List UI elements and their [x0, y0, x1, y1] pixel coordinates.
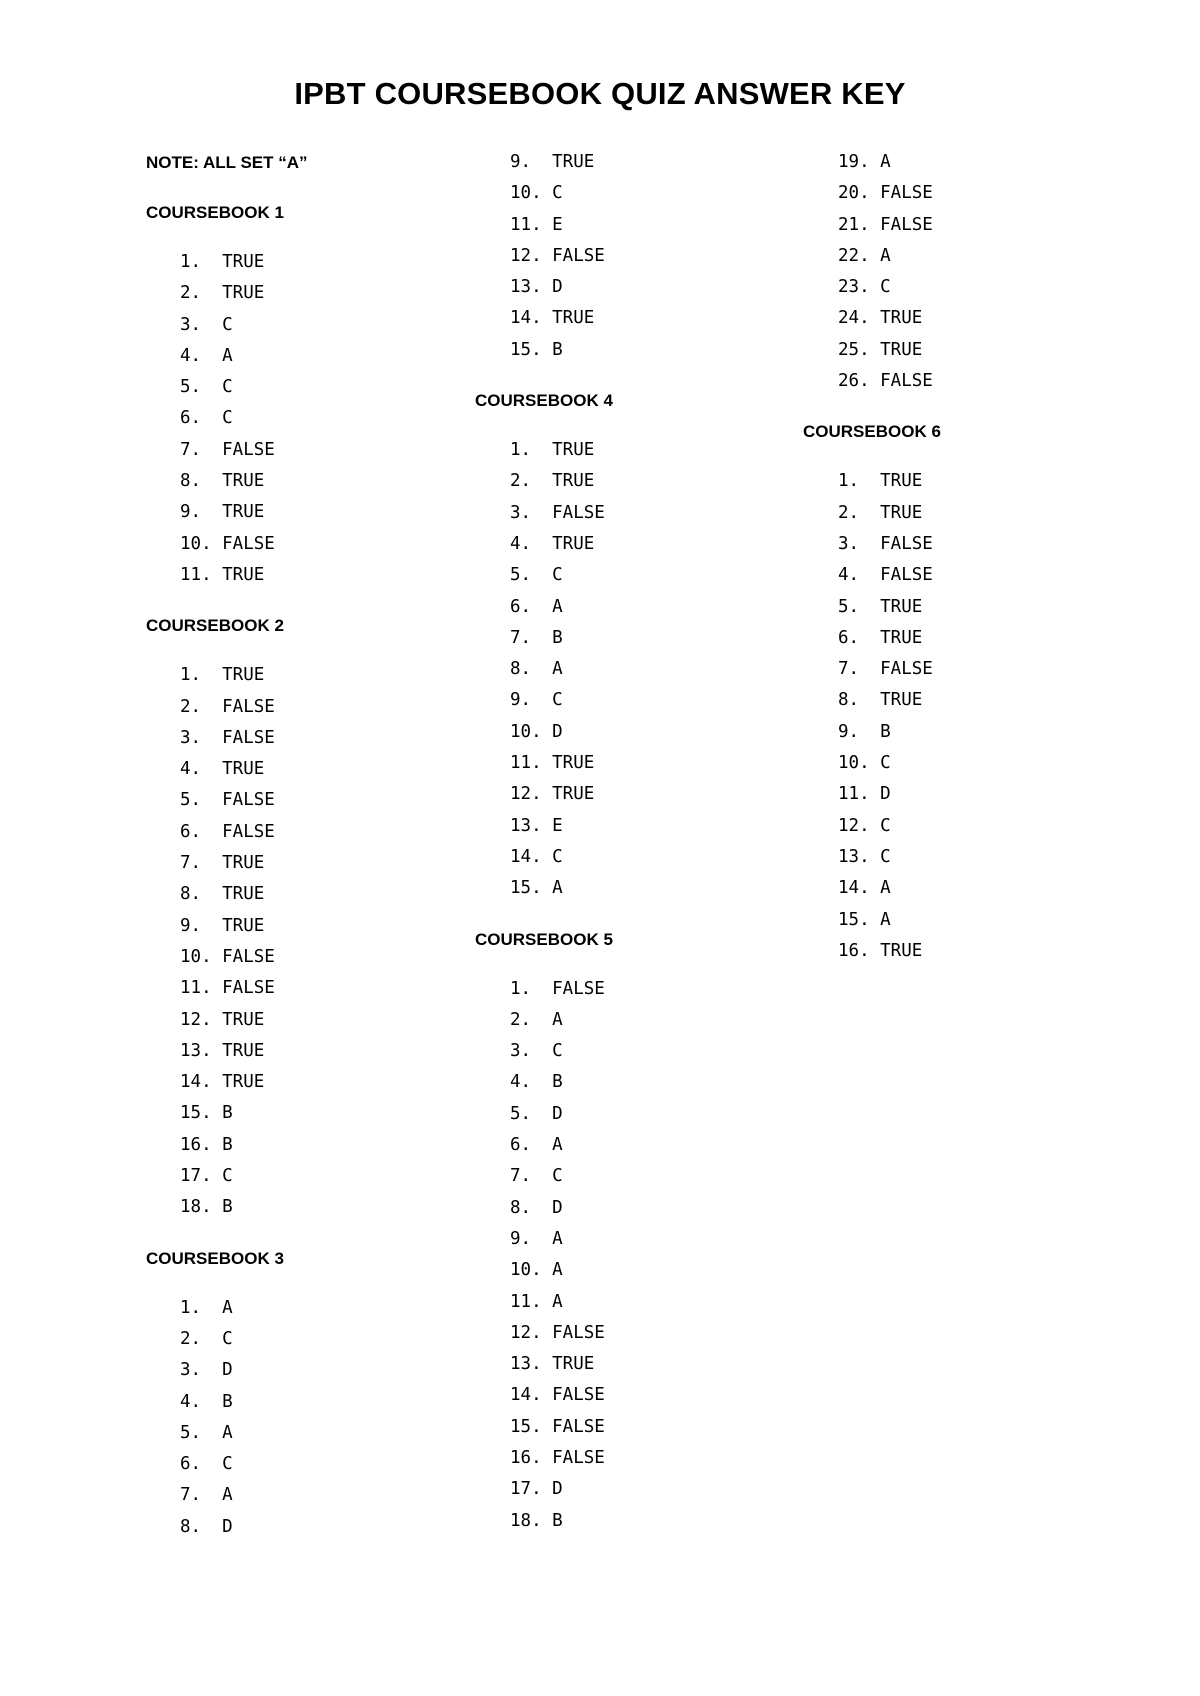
answer-item: 12. C — [838, 815, 891, 836]
answer-item: 13. D — [510, 277, 563, 298]
section-gap — [146, 1224, 476, 1243]
column-2 — [475, 147, 805, 1537]
answer-item: 4. FALSE — [838, 565, 933, 586]
answer-item: 16. FALSE — [510, 1447, 605, 1468]
section-title: COURSEBOOK 1 — [146, 203, 284, 222]
answer-item: 7. FALSE — [838, 659, 933, 680]
answer-item: 12. FALSE — [510, 1322, 605, 1343]
answer-item: 15. A — [838, 909, 891, 930]
answer-item: 5. TRUE — [838, 596, 923, 617]
section-title: COURSEBOOK 3 — [146, 1248, 284, 1268]
answer-item: 11. TRUE — [180, 564, 265, 585]
note-text: NOTE: ALL SET “A” — [146, 153, 308, 172]
page-title: IPBT COURSEBOOK QUIZ ANSWER KEY — [294, 76, 906, 111]
answer-item: 8. TRUE — [180, 471, 265, 492]
answer-item: 14. TRUE — [180, 1072, 265, 1093]
answer-item: 5. C — [510, 565, 563, 586]
answer-item: 10. FALSE — [180, 946, 275, 967]
answer-item: 1. TRUE — [180, 665, 265, 686]
answer-item: 3. C — [510, 1041, 563, 1062]
answer-item: 7. B — [510, 627, 563, 648]
answer-item: 14. C — [510, 846, 563, 867]
answer-item: 4. B — [180, 1391, 233, 1412]
answer-item: 2. TRUE — [510, 471, 595, 492]
answer-item: 11. FALSE — [180, 978, 275, 999]
answer-item: 1. A — [180, 1297, 233, 1318]
answer-item: 1. FALSE — [510, 978, 605, 999]
answer-item: 7. C — [510, 1166, 563, 1187]
answer-item: 15. FALSE — [510, 1416, 605, 1437]
answer-item: 6. A — [510, 596, 563, 617]
section-title: COURSEBOOK 5 — [475, 929, 613, 949]
answer-item: 23. C — [838, 277, 891, 298]
answer-item: 8. A — [510, 659, 563, 680]
answer-item: 6. FALSE — [180, 821, 275, 842]
answer-item: 13. TRUE — [180, 1040, 265, 1061]
answer-item: 24. TRUE — [838, 308, 923, 329]
answer-item: 9. C — [510, 690, 563, 711]
answer-item: 2. TRUE — [180, 283, 265, 304]
answer-item: 4. A — [180, 345, 233, 366]
answer-item: 3. FALSE — [838, 533, 933, 554]
answer-item: 4. TRUE — [510, 533, 595, 554]
answer-item: 7. A — [180, 1485, 233, 1506]
answer-item: 11. A — [510, 1291, 563, 1312]
answer-item: 22. A — [838, 245, 891, 266]
answer-item: 10. A — [510, 1260, 563, 1281]
answer-item: 16. TRUE — [838, 940, 923, 961]
answer-item: 9. TRUE — [180, 502, 265, 523]
answer-item: 2. C — [180, 1328, 233, 1349]
answer-item: 4. B — [510, 1072, 563, 1093]
answer-item: 19. A — [838, 152, 891, 172]
answer-item: 13. C — [838, 846, 891, 867]
answer-item: 9. TRUE — [180, 915, 265, 936]
section-title: COURSEBOOK 6 — [803, 422, 941, 442]
answer-item: 13. TRUE — [510, 1354, 595, 1375]
answer-item: 17. C — [180, 1166, 233, 1187]
answer-item: 14. FALSE — [510, 1385, 605, 1406]
answer-item: 16. B — [180, 1134, 233, 1155]
answer-item: 15. B — [510, 339, 563, 360]
answer-item: 3. C — [180, 314, 233, 335]
answer-item: 20. FALSE — [838, 183, 933, 204]
answer-item: 11. TRUE — [510, 753, 595, 774]
answer-item: 5. C — [180, 377, 233, 398]
answer-item: 3. FALSE — [510, 502, 605, 523]
answer-item: 14. A — [838, 878, 891, 899]
answer-item: 2. TRUE — [838, 502, 923, 523]
answer-item: 1. TRUE — [510, 440, 595, 461]
section-gap — [803, 397, 1133, 416]
section-gap — [146, 591, 476, 610]
answer-item: 13. E — [510, 815, 563, 836]
answer-item: 12. FALSE — [510, 245, 605, 266]
answer-item: 26. FALSE — [838, 371, 933, 392]
answer-item: 9. B — [838, 721, 891, 742]
answer-item: 8. D — [180, 1516, 233, 1537]
answer-item: 6. C — [180, 408, 233, 429]
answer-item: 2. FALSE — [180, 696, 275, 717]
answer-item: 5. A — [180, 1422, 233, 1443]
section-gap — [475, 366, 805, 385]
answer-item: 3. FALSE — [180, 727, 275, 748]
answer-item: 8. TRUE — [180, 884, 265, 905]
answer-item: 9. TRUE — [510, 152, 595, 172]
answer-item: 5. D — [510, 1103, 563, 1124]
answer-item: 25. TRUE — [838, 339, 923, 360]
answer-item: 6. A — [510, 1135, 563, 1156]
answer-item: 9. A — [510, 1228, 563, 1249]
answer-item: 10. C — [510, 183, 563, 204]
answer-item: 15. B — [180, 1103, 233, 1124]
column-3 — [803, 147, 1133, 967]
answer-item: 2. A — [510, 1009, 563, 1030]
section-gap — [475, 905, 805, 924]
section-title: COURSEBOOK 2 — [146, 616, 284, 636]
column-1 — [146, 147, 476, 1543]
answer-item: 4. TRUE — [180, 759, 265, 780]
answer-item: 14. TRUE — [510, 308, 595, 329]
answer-item: 10. D — [510, 721, 563, 742]
answer-item: 5. FALSE — [180, 790, 275, 811]
answer-item: 6. TRUE — [838, 627, 923, 648]
answer-item: 1. TRUE — [180, 252, 265, 272]
answer-item: 1. TRUE — [838, 471, 923, 492]
answer-item: 6. C — [180, 1454, 233, 1475]
answer-item: 15. A — [510, 878, 563, 899]
answer-item: 7. TRUE — [180, 853, 265, 874]
answer-item: 18. B — [510, 1510, 563, 1531]
answer-item: 12. TRUE — [510, 784, 595, 805]
answer-item: 8. TRUE — [838, 690, 923, 711]
answer-item: 3. D — [180, 1360, 233, 1381]
section-title: COURSEBOOK 4 — [475, 391, 613, 411]
answer-item: 10. C — [838, 753, 891, 774]
answer-item: 18. B — [180, 1197, 233, 1218]
answer-item: 8. D — [510, 1197, 563, 1218]
answer-item: 11. E — [510, 214, 563, 235]
answer-item: 11. D — [838, 784, 891, 805]
answer-item: 7. FALSE — [180, 439, 275, 460]
answer-item: 21. FALSE — [838, 214, 933, 235]
answer-item: 12. TRUE — [180, 1009, 265, 1030]
answer-item: 17. D — [510, 1479, 563, 1500]
answer-item: 10. FALSE — [180, 533, 275, 554]
